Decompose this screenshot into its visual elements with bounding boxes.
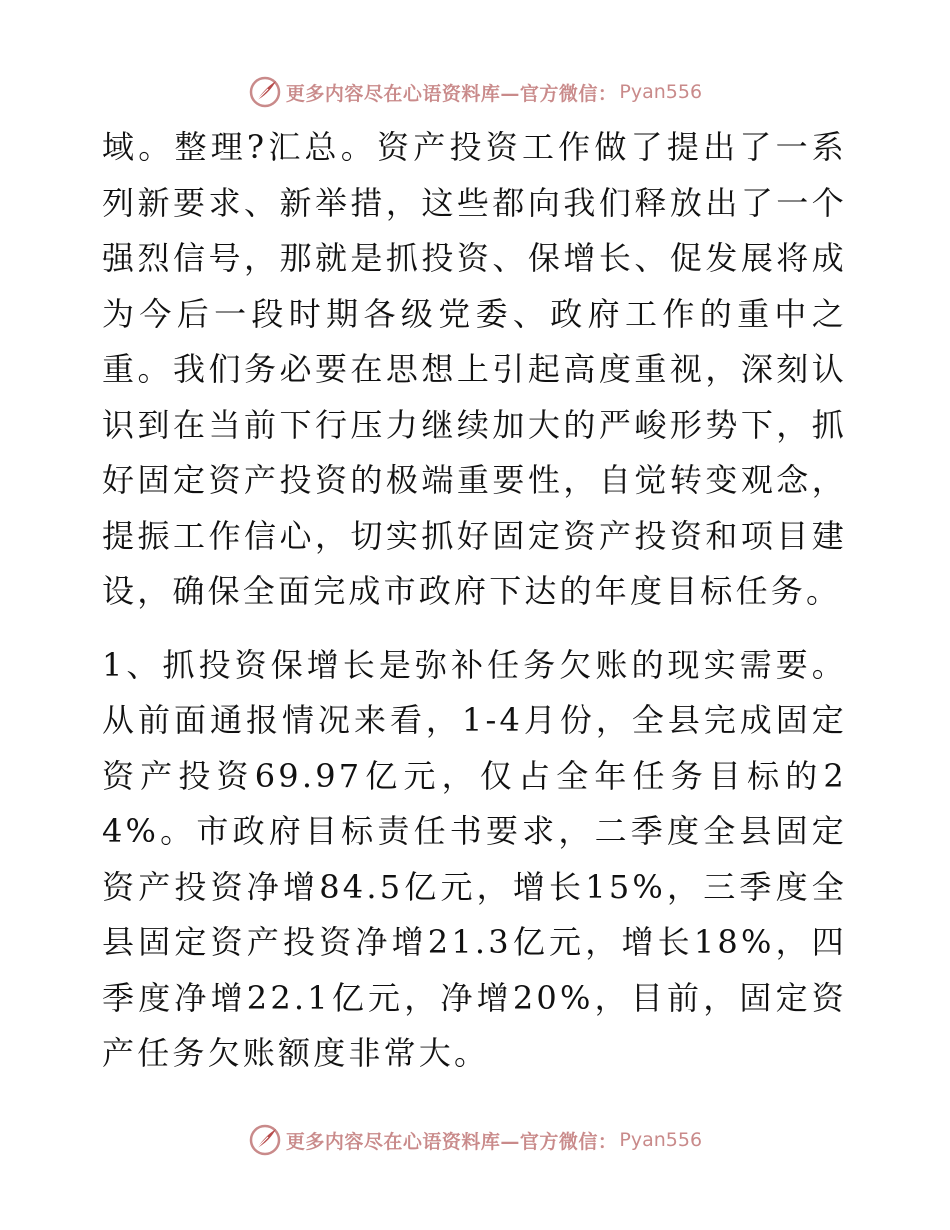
watermark-wechat-id: Pyan556 xyxy=(619,1129,703,1151)
footer-watermark xyxy=(0,1120,950,1160)
feather-circle-logo-icon xyxy=(248,1123,282,1157)
document-body xyxy=(102,120,847,1082)
paragraph-1: 域。整理?汇总。资产投资工作做了提出了一系列新要求、新举措，这些都向我们释放出了一个强烈信号，那就是抓投资、保增长、促发展将成为今后一段时期各级党委、政府工作的重中之重。我们务必要在思想上引起高度重视，深刻认识到在当前下行压力继续加大的严峻形势下，抓好固定资产投资的极端重要性，自觉转变观念，提振工作信心，切实抓好固定资产投资和项目建设，确保全面完成市政府下达的年度目标任务。 xyxy=(102,128,847,610)
watermark-text: 更多内容尽在心语资料库—官方微信： xyxy=(285,1130,618,1153)
watermark-wechat-id: Pyan556 xyxy=(619,81,703,103)
paragraph-2: 1、抓投资保增长是弥补任务欠账的现实需要。从前面通报情况来看，1-4月份，全县完成固定资产投资69.97亿元，仅占全年任务目标的24%。市政府目标责任书要求，二季度全县固定资产投资净增84.5亿元，增长15%，三季度全县固定资产投资净增21.3亿元，增长18%，四季度净增22.1亿元，净增20%，目前，固定资产任务欠账额度非常大。 xyxy=(102,645,847,1072)
watermark-text: 更多内容尽在心语资料库—官方微信： xyxy=(285,82,618,105)
feather-circle-logo-icon xyxy=(248,75,282,109)
header-watermark xyxy=(0,72,950,112)
